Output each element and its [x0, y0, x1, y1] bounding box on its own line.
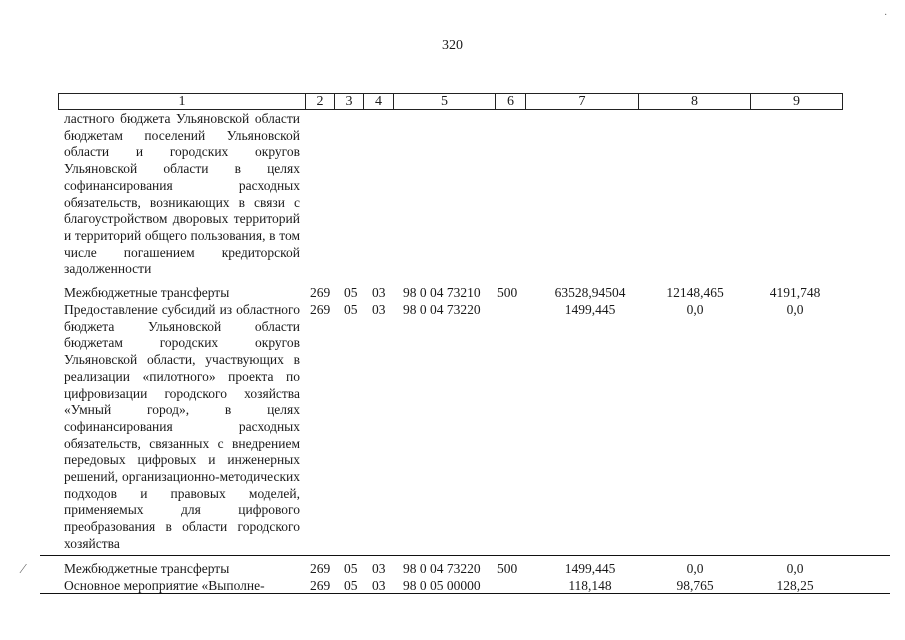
row-description: Предоставление субсидий из областного бюджета Ульяновской области бюджетам городских округов Ульяновской области, участвующих в реализации «пилотного» проекта по цифровизации городского хозяйства «Умный город», в целях софинансирования расходных обязательств, связанных с внедрением передовых цифровых и инженерных решений, организационно-методических подходов и правовых моделей, применяемых для цифрового преобразования в области городского хозяйства: [64, 302, 300, 551]
scan-mark-icon: ⁄: [22, 562, 25, 577]
row-col-4: 03: [372, 285, 386, 300]
row-col-7: 63528,94504: [554, 285, 626, 300]
row-col-5: 98 0 04 73210: [403, 285, 481, 300]
row-col-8: 98,765: [676, 578, 714, 593]
row-col-2: 269: [310, 561, 331, 576]
header-col-6: 6: [496, 94, 526, 109]
row-description: Межбюджетные трансферты: [64, 285, 230, 300]
row-col-5: 98 0 05 00000: [403, 578, 481, 593]
header-col-5: 5: [394, 94, 496, 109]
row-description: Основное мероприятие «Выполне-: [64, 578, 265, 593]
header-col-3: 3: [335, 94, 364, 109]
row-col-7: 1499,445: [564, 561, 616, 576]
row-col-5: 98 0 04 73220: [403, 302, 481, 317]
row-col-9: 0,0: [786, 561, 804, 576]
row-col-4: 03: [372, 302, 386, 317]
header-col-8: 8: [639, 94, 751, 109]
row-col-8: 0,0: [686, 561, 704, 576]
page-cut-line: [40, 593, 890, 594]
row-col-3: 05: [344, 302, 358, 317]
row-col-2: 269: [310, 285, 331, 300]
row-col-8: 12148,465: [666, 285, 724, 300]
scan-corner-mark-icon: ·: [884, 10, 888, 21]
table-header: [58, 93, 843, 110]
row-col-3: 05: [344, 578, 358, 593]
row-col-3: 05: [344, 285, 358, 300]
row-col-6: 500: [497, 561, 518, 576]
row-col-2: 269: [310, 578, 331, 593]
header-col-1: 1: [59, 94, 306, 109]
header-col-9: 9: [793, 94, 800, 109]
row-col-9: 0,0: [786, 302, 804, 317]
row-description: Межбюджетные трансферты: [64, 561, 230, 576]
row-col-2: 269: [310, 302, 331, 317]
row-description: ластного бюджета Ульяновской области бюджетам поселений Ульяновской области и городских округов Ульяновской области в целях софинансирования расходных обязательств, возникающих в связи с благоустройством дворовых территорий и территорий общего пользования, в том числе погашением кредиторской задолженности: [64, 111, 300, 277]
header-col-7: 7: [526, 94, 639, 109]
table-divider: [40, 555, 890, 556]
row-col-7: 118,148: [568, 578, 612, 593]
header-col-4: 4: [364, 94, 394, 109]
row-col-9: 128,25: [776, 578, 814, 593]
row-col-3: 05: [344, 561, 358, 576]
header-col-2: 2: [306, 94, 335, 109]
page-number: 320: [442, 38, 463, 53]
row-col-8: 0,0: [686, 302, 704, 317]
row-col-9: 4191,748: [769, 285, 821, 300]
row-col-4: 03: [372, 578, 386, 593]
row-col-5: 98 0 04 73220: [403, 561, 481, 576]
row-col-4: 03: [372, 561, 386, 576]
row-col-6: 500: [497, 285, 518, 300]
row-col-7: 1499,445: [564, 302, 616, 317]
